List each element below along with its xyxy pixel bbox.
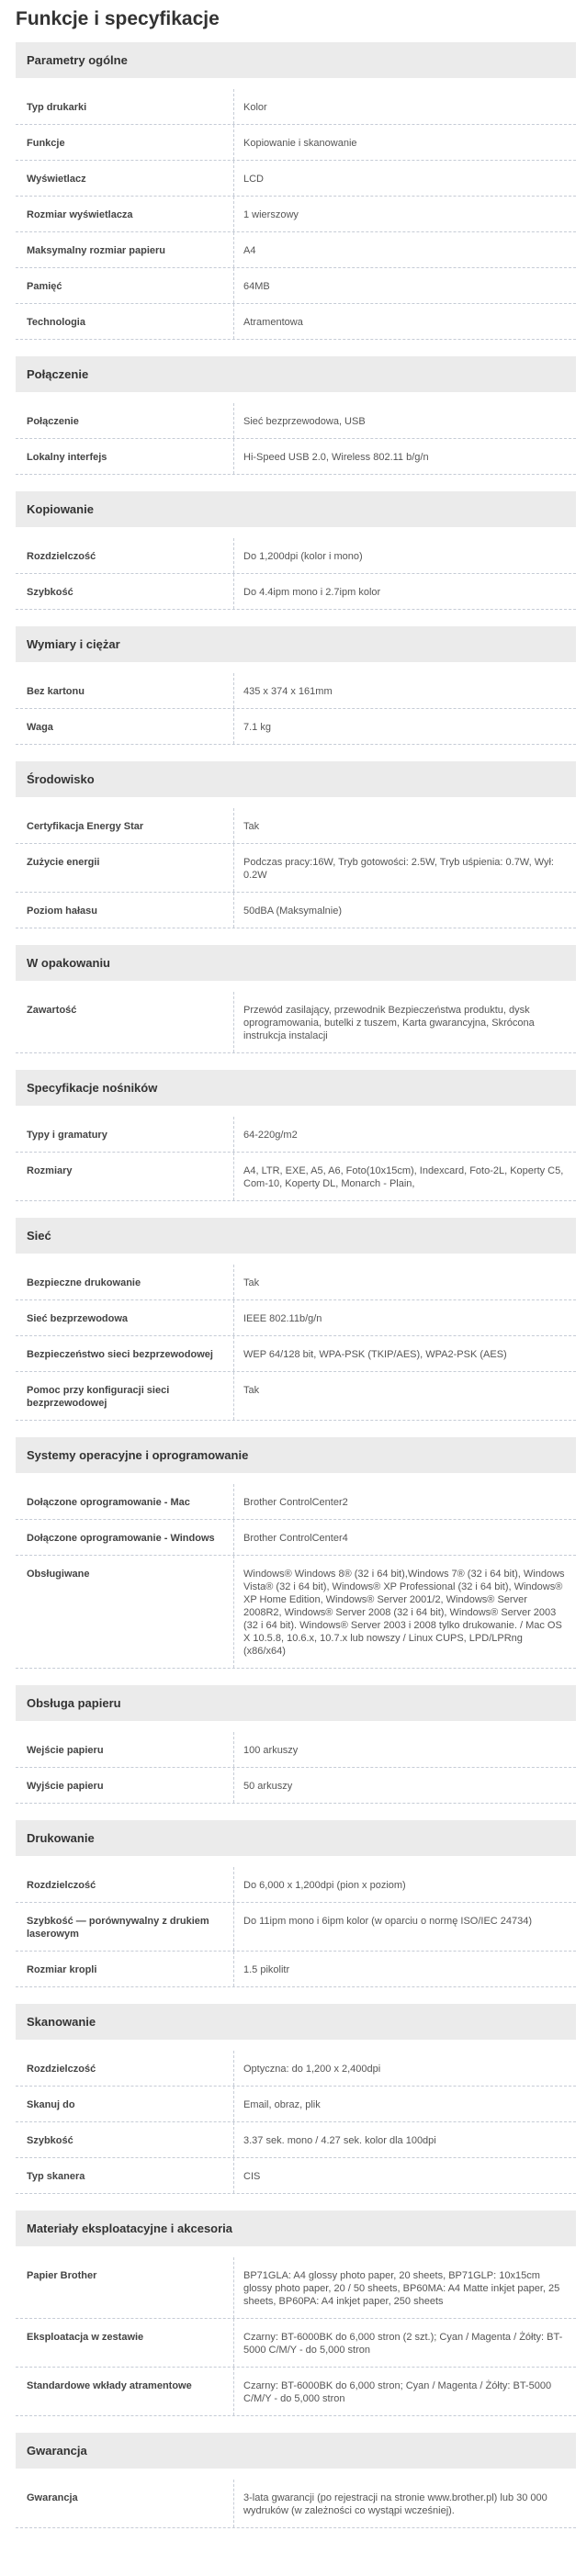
spec-value: Tak [243,1277,260,1288]
spec-section [16,2004,576,2194]
spec-row [16,1556,576,1669]
section-header: Kopiowanie [16,491,576,527]
spec-section [16,42,576,340]
spec-row [16,2257,576,2319]
spec-row [16,808,576,844]
spec-value: Do 1,200dpi (kolor i mono) [243,551,363,562]
spec-row [16,2158,576,2194]
section-header: Połączenie [16,356,576,392]
spec-value: Do 6,000 x 1,200dpi (pion x poziom) [243,1880,406,1891]
spec-value: 3-lata gwarancji (po rejestracji na stronie www.brother.pl) lub 30 000 wydruków (w zależności co wystąpi wcześniej). [243,2492,547,2516]
spec-label: Papier Brother [16,2257,234,2318]
spec-value: Hi-Speed USB 2.0, Wireless 802.11 b/g/n [243,452,429,463]
spec-row [16,1903,576,1952]
spec-row [16,304,576,340]
spec-label: Funkcje [16,125,234,160]
spec-value: LCD [243,174,265,185]
spec-value: 64-220g/m2 [243,1130,298,1141]
spec-label: Gwarancja [16,2480,234,2527]
spec-section [16,761,576,928]
spec-value: A4 [243,245,256,256]
section-header: Gwarancja [16,2433,576,2469]
spec-section [16,1070,576,1201]
spec-value: Email, obraz, plik [243,2099,321,2110]
spec-value: 1 wierszowy [243,209,299,220]
spec-row [16,1336,576,1372]
spec-label: Bezpieczeństwo sieci bezprzewodowej [16,1336,234,1371]
spec-row [16,161,576,197]
spec-label: Waga [16,709,234,744]
spec-row [16,1153,576,1201]
spec-value: Atramentowa [243,317,303,328]
spec-row [16,2051,576,2087]
spec-value: Tak [243,1385,260,1396]
spec-value: Brother ControlCenter2 [243,1497,348,1508]
spec-label: Skanuj do [16,2087,234,2121]
spec-row [16,673,576,709]
spec-row [16,1732,576,1768]
spec-value: Sieć bezprzewodowa, USB [243,416,366,427]
spec-section [16,1437,576,1669]
spec-value: Brother ControlCenter4 [243,1533,348,1544]
spec-value: Tak [243,821,260,832]
spec-value: IEEE 802.11b/g/n [243,1313,322,1324]
section-header: Skanowanie [16,2004,576,2040]
spec-value: BP71GLA: A4 glossy photo paper, 20 sheets, BP71GLP: 10x15cm glossy photo paper, 20 / 50 sheets, BP60MA: A4 Matte inkjet paper, 25 sheets, BP60PA: A4 inkjet paper, 250 sheets [243,2270,560,2307]
spec-row [16,893,576,928]
spec-row [16,1768,576,1804]
spec-row [16,2087,576,2122]
spec-label: Rozdzielczość [16,538,234,573]
spec-value: Przewód zasilający, przewodnik Bezpieczeństwa produktu, dysk oprogramowania, butelki z tuszem, Karta gwarancyjna, Skrócona instrukcja instalacji [243,1005,535,1041]
section-header: Specyfikacje nośników [16,1070,576,1106]
spec-row [16,1952,576,1987]
spec-label: Standardowe wkłady atramentowe [16,2368,234,2415]
spec-row [16,1867,576,1903]
spec-row [16,1520,576,1556]
spec-value: CIS [243,2171,261,2182]
spec-row [16,992,576,1053]
spec-value: Kolor [243,102,267,113]
spec-row [16,1484,576,1520]
spec-value: Windows® Windows 8® (32 i 64 bit),Windows 7® (32 i 64 bit), Windows Vista® (32 i 64 bit), Windows® XP Professional (32 i 64 bit), Windows® XP Home Edition, Windows® Server 2001/2, Windows® Server 2008R2, Windows® Server 2008 (32 i 64 bit), Windows® Server 2003 (32 i 64 bit). Windows® Server 2003 i 2008 tylko drukowanie. / Mac OS X 10.5.8, 10.6.x, 10.7.x lub nowszy / Linux CUPS, LPD/LPRng (x86/x64) [243,1569,565,1657]
spec-value: WEP 64/128 bit, WPA-PSK (TKIP/AES), WPA2-PSK (AES) [243,1349,507,1360]
section-header: Parametry ogólne [16,42,576,78]
spec-value: 50dBA (Maksymalnie) [243,906,342,917]
spec-value: 50 arkuszy [243,1781,293,1792]
spec-value: Czarny: BT-6000BK do 6,000 stron (2 szt.); Cyan / Magenta / Żółty: BT-5000 C/M/Y - do 5,000 stron [243,2332,563,2356]
spec-row [16,2122,576,2158]
spec-label: Eksploatacja w zestawie [16,2319,234,2367]
spec-label: Zużycie energii [16,844,234,892]
spec-row [16,232,576,268]
spec-value: 100 arkuszy [243,1745,299,1756]
section-header: Obsługa papieru [16,1685,576,1721]
spec-row [16,1300,576,1336]
spec-value: A4, LTR, EXE, A5, A6, Foto(10x15cm), Indexcard, Foto-2L, Koperty C5, Com-10, Koperty DL, Monarch - Plain, [243,1165,564,1189]
spec-value: 1.5 pikolitr [243,1964,290,1975]
spec-row [16,197,576,232]
spec-label: Dołączone oprogramowanie - Windows [16,1520,234,1555]
spec-label: Certyfikacja Energy Star [16,808,234,843]
section-header: Systemy operacyjne i oprogramowanie [16,1437,576,1473]
spec-value: Do 4.4ipm mono i 2.7ipm kolor [243,587,381,598]
section-header: Sieć [16,1218,576,1254]
spec-row [16,89,576,125]
spec-row [16,268,576,304]
spec-value: 64MB [243,281,270,292]
spec-section [16,2210,576,2416]
spec-row [16,1117,576,1153]
spec-row [16,2480,576,2528]
spec-label: Sieć bezprzewodowa [16,1300,234,1335]
spec-label: Wejście papieru [16,1732,234,1767]
spec-label: Rozmiar wyświetlacza [16,197,234,231]
spec-label: Połączenie [16,403,234,438]
spec-label: Zawartość [16,992,234,1052]
spec-label: Poziom hałasu [16,893,234,928]
spec-value: Podczas pracy:16W, Tryb gotowości: 2.5W, Tryb uśpienia: 0.7W, Wył: 0.2W [243,857,554,881]
spec-section [16,356,576,475]
spec-row [16,574,576,610]
spec-label: Rozdzielczość [16,1867,234,1902]
spec-row [16,844,576,893]
spec-label: Dołączone oprogramowanie - Mac [16,1484,234,1519]
spec-label: Rozdzielczość [16,2051,234,2086]
spec-value: Optyczna: do 1,200 x 2,400dpi [243,2064,381,2075]
spec-section [16,626,576,745]
spec-label: Typ drukarki [16,89,234,124]
spec-label: Rozmiary [16,1153,234,1200]
section-header: Drukowanie [16,1820,576,1856]
spec-label: Maksymalny rozmiar papieru [16,232,234,267]
spec-label: Bez kartonu [16,673,234,708]
spec-row [16,538,576,574]
spec-row [16,709,576,745]
spec-section [16,1820,576,1987]
spec-label: Pamięć [16,268,234,303]
spec-value: 3.37 sek. mono / 4.27 sek. kolor dla 100dpi [243,2135,436,2146]
spec-value: 435 x 374 x 161mm [243,686,333,697]
spec-section [16,1685,576,1804]
spec-row [16,2368,576,2416]
spec-label: Szybkość [16,574,234,609]
spec-value: Czarny: BT-6000BK do 6,000 stron; Cyan / Magenta / Żółty: BT-5000 C/M/Y - do 5,000 stron [243,2380,552,2404]
spec-label: Szybkość — porównywalny z drukiem laserowym [16,1903,234,1951]
section-header: Środowisko [16,761,576,797]
spec-row [16,439,576,475]
spec-row [16,1372,576,1421]
spec-label: Typy i gramatury [16,1117,234,1152]
spec-label: Technologia [16,304,234,339]
spec-section [16,945,576,1053]
spec-label: Wyświetlacz [16,161,234,196]
spec-value: 7.1 kg [243,722,271,733]
spec-label: Szybkość [16,2122,234,2157]
spec-label: Typ skanera [16,2158,234,2193]
spec-row [16,2319,576,2368]
spec-section [16,2433,576,2528]
section-header: Wymiary i ciężar [16,626,576,662]
spec-value: Do 11ipm mono i 6ipm kolor (w oparciu o normę ISO/IEC 24734) [243,1916,533,1927]
spec-label: Lokalny interfejs [16,439,234,474]
section-header: Materiały eksploatacyjne i akcesoria [16,2210,576,2246]
spec-section [16,491,576,610]
spec-row [16,125,576,161]
spec-label: Pomoc przy konfiguracji sieci bezprzewodowej [16,1372,234,1420]
spec-row [16,403,576,439]
spec-section [16,1218,576,1421]
spec-label: Obsługiwane [16,1556,234,1668]
spec-label: Rozmiar kropli [16,1952,234,1986]
spec-label: Bezpieczne drukowanie [16,1265,234,1299]
section-header: W opakowaniu [16,945,576,981]
spec-sections [16,42,576,2528]
spec-value: Kopiowanie i skanowanie [243,138,357,149]
spec-row [16,1265,576,1300]
spec-label: Wyjście papieru [16,1768,234,1803]
page-title: Funkcje i specyfikacje [16,8,220,29]
